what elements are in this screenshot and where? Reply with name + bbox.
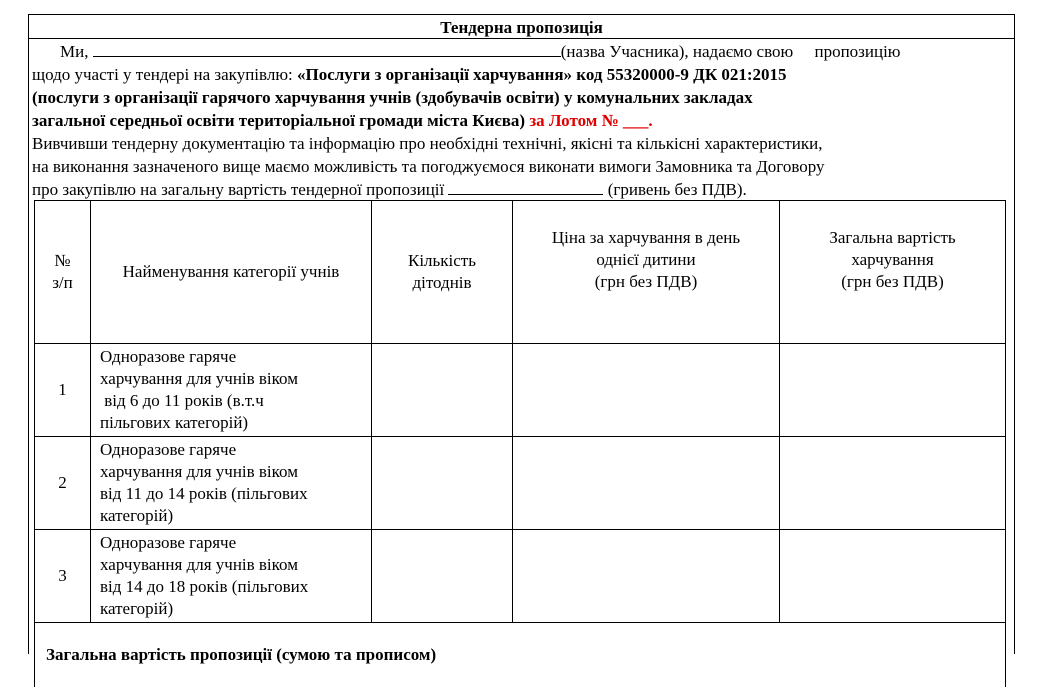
participant-name-blank[interactable] xyxy=(93,42,561,57)
service-name: «Послуги з організації харчування» код 55320000-9 ДК 021:2015 xyxy=(297,65,787,84)
row-price-cell[interactable] xyxy=(513,344,780,437)
row-total-cell[interactable] xyxy=(780,344,1006,437)
header-price: Ціна за харчування в день однієї дитини (грн без ПДВ) xyxy=(513,201,780,344)
tender-proposal-document xyxy=(28,14,1015,654)
row-count-cell[interactable] xyxy=(372,530,513,623)
intro-line-7 xyxy=(32,179,747,201)
total-proposal-label: Загальна вартість пропозиції (сумою та прописом) xyxy=(35,623,1006,687)
row-price-cell[interactable] xyxy=(513,437,780,530)
table-total-row xyxy=(35,623,1006,687)
table-row xyxy=(35,344,1006,437)
row-price-cell[interactable] xyxy=(513,530,780,623)
table-header-row xyxy=(35,201,1006,344)
header-num: № з/п xyxy=(35,201,91,344)
row-num: 3 xyxy=(35,530,91,623)
header-category: Найменування категорії учнів xyxy=(91,201,372,344)
intro-line-2 xyxy=(32,64,787,86)
row-total-cell[interactable] xyxy=(780,530,1006,623)
intro-we: Ми, xyxy=(60,42,88,61)
intro-line-6: на виконання зазначеного вище маємо можливість та погоджуємося виконати вимоги Замовника та Договору xyxy=(32,156,825,178)
row-category: Одноразове гаряче харчування для учнів віком від 11 до 14 років (пільгових категорій) xyxy=(91,437,372,530)
row-category: Одноразове гаряче харчування для учнів віком від 6 до 11 років (в.т.ч пільгових категорій) xyxy=(91,344,372,437)
intro-line-1 xyxy=(60,41,901,63)
total-cost-text: про закупівлю на загальну вартість тендерної пропозиції xyxy=(32,180,448,199)
total-cost-blank[interactable] xyxy=(448,180,603,195)
row-category: Одноразове гаряче харчування для учнів віком від 14 до 18 років (пільгових категорій) xyxy=(91,530,372,623)
proposal-table xyxy=(34,200,1006,687)
intro-procurement-text: щодо участі у тендері на закупівлю: xyxy=(32,65,297,84)
intro-line-4 xyxy=(32,110,653,132)
table-row xyxy=(35,437,1006,530)
title-divider xyxy=(28,38,1015,39)
lot-number: за Лотом № ___. xyxy=(525,111,653,130)
row-count-cell[interactable] xyxy=(372,344,513,437)
total-cost-suffix: (гривень без ПДВ). xyxy=(603,180,746,199)
row-num: 1 xyxy=(35,344,91,437)
document-title: Тендерна пропозиція xyxy=(28,17,1015,39)
intro-line-5: Вивчивши тендерну документацію та інформацію про необхідні технічні, якісні та кількісні характеристики, xyxy=(32,133,823,155)
participant-hint: (назва Учасника), надаємо свою пропозицію xyxy=(561,42,901,61)
row-num: 2 xyxy=(35,437,91,530)
row-total-cell[interactable] xyxy=(780,437,1006,530)
intro-line-3: (послуги з організації гарячого харчування учнів (здобувачів освіти) у комунальних закладах xyxy=(32,87,753,109)
header-total: Загальна вартість харчування (грн без ПДВ) xyxy=(780,201,1006,344)
table-row xyxy=(35,530,1006,623)
header-count: Кількість дітоднів xyxy=(372,201,513,344)
row-count-cell[interactable] xyxy=(372,437,513,530)
service-scope: загальної середньої освіти територіальної громади міста Києва) xyxy=(32,111,525,130)
